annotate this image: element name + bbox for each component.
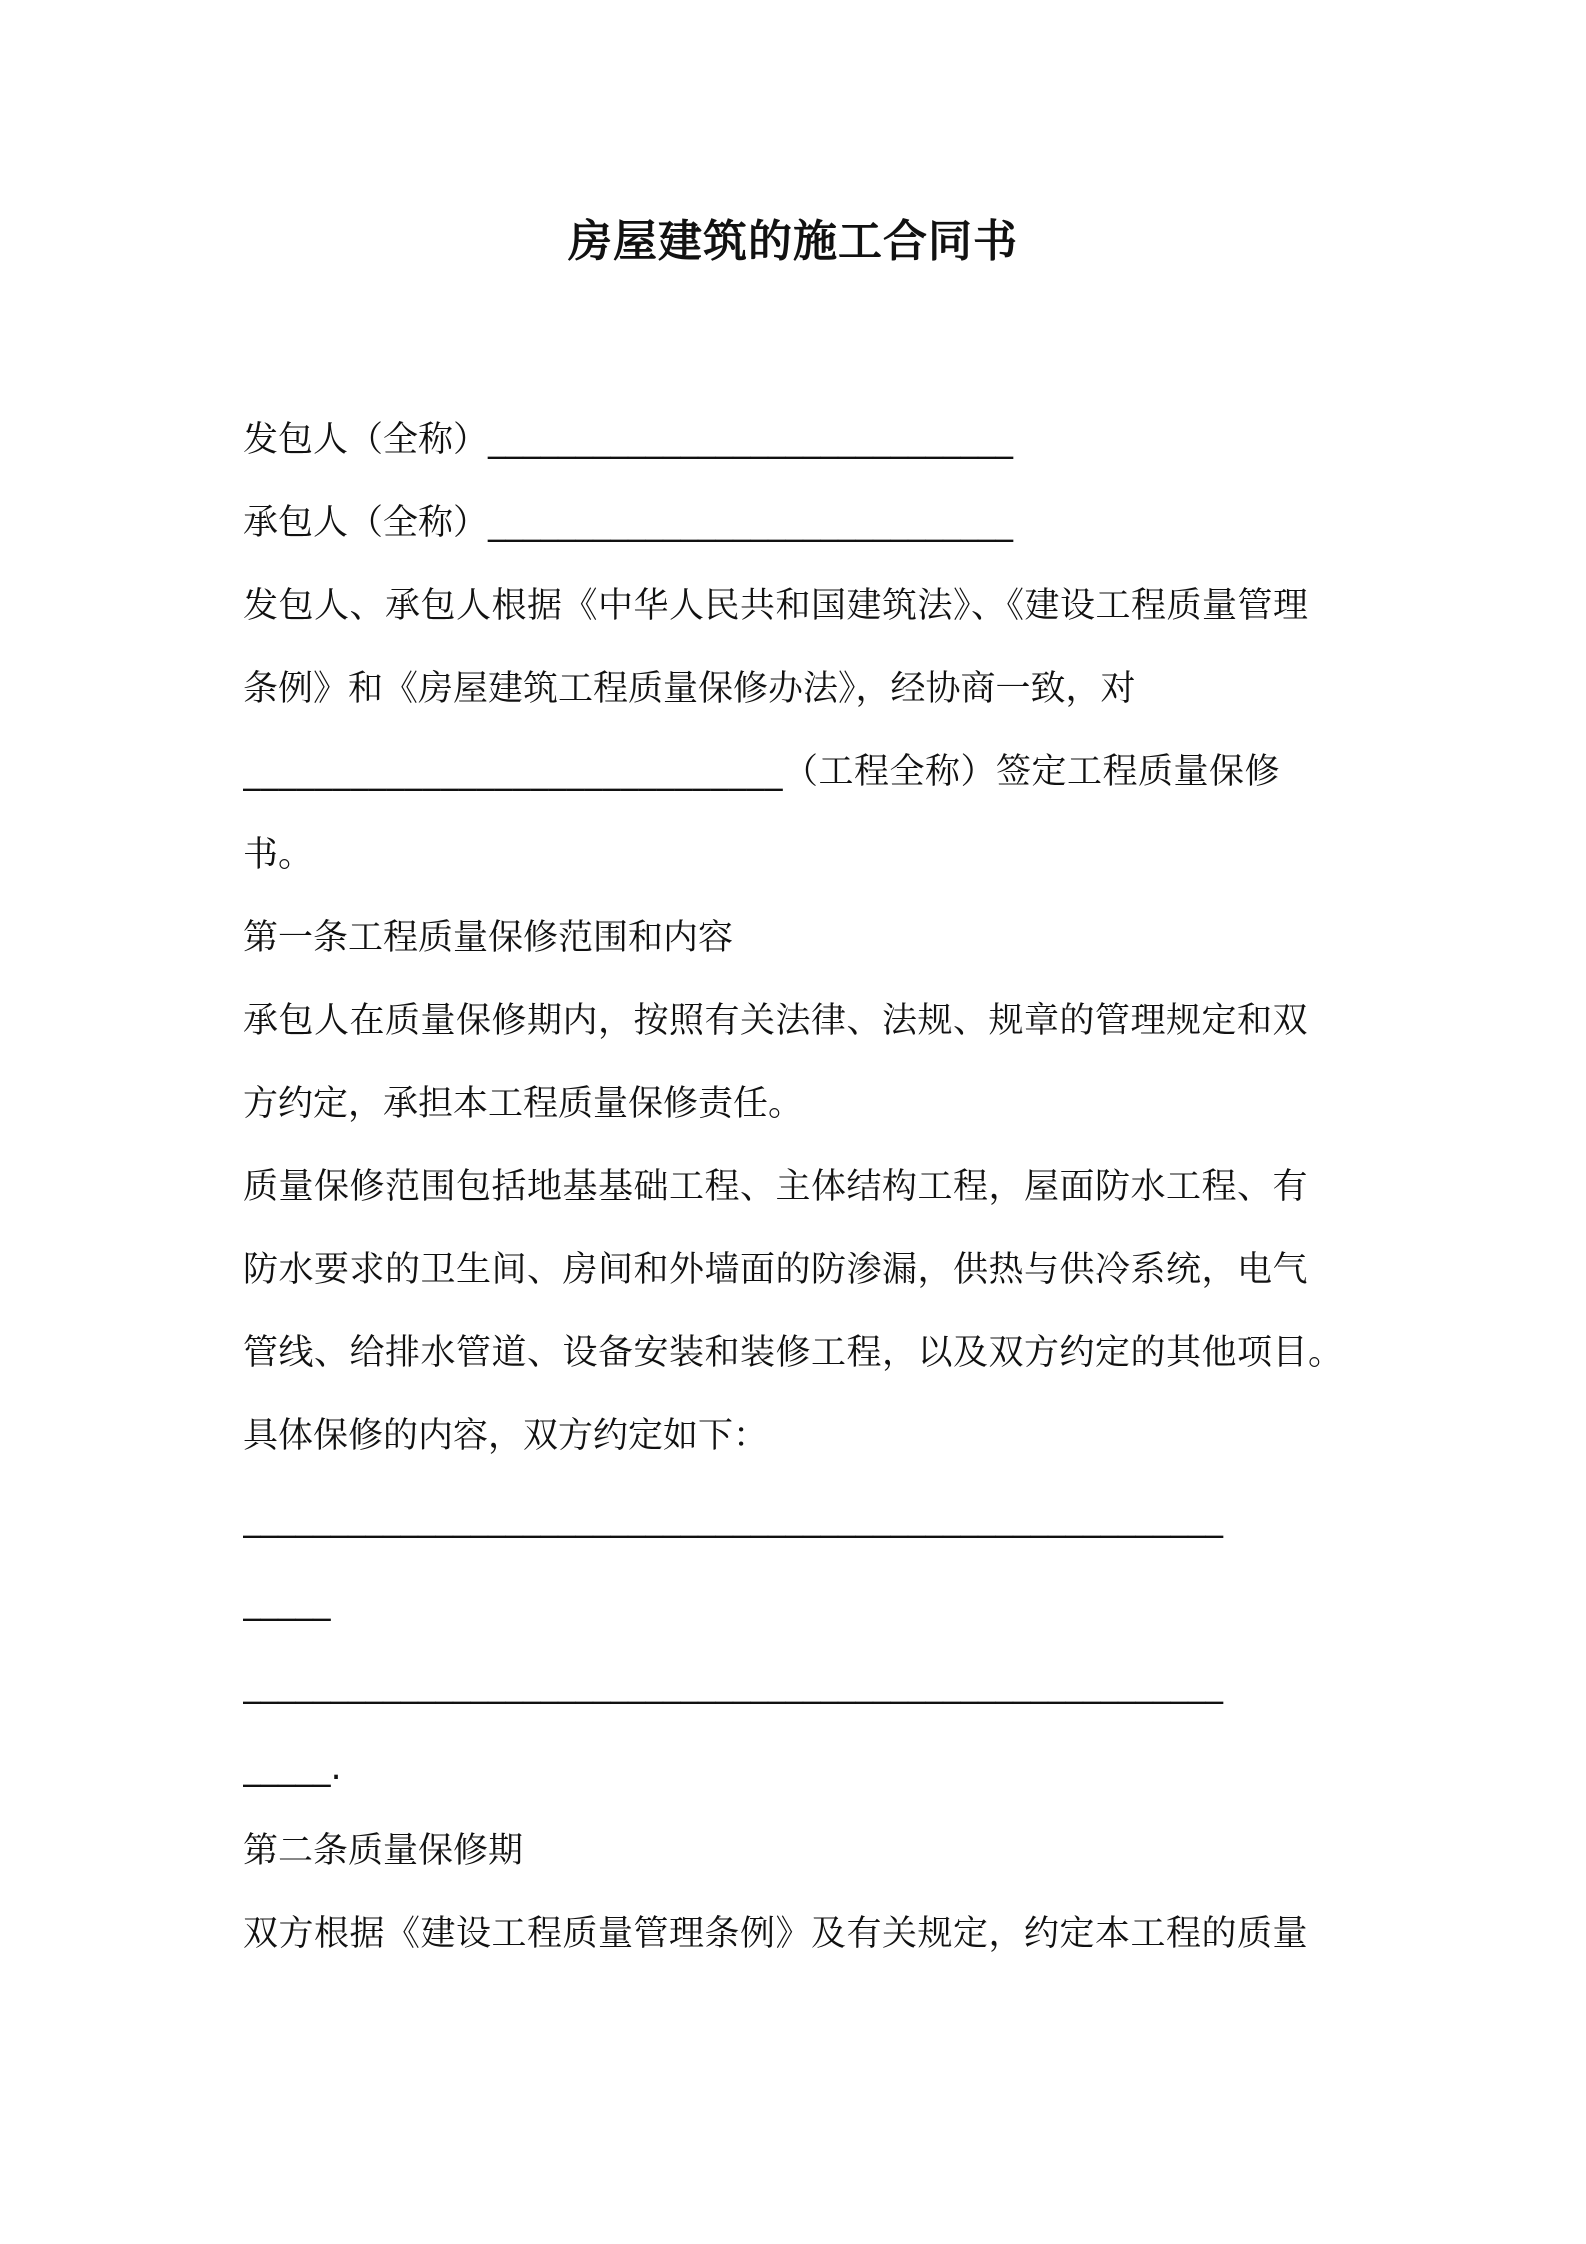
blank-line-1a: ________________________________________________________	[243, 1499, 1223, 1539]
article-1-heading: 第一条工程质量保修范围和内容	[243, 918, 734, 958]
document-title: 房屋建筑的施工合同书	[568, 216, 1018, 267]
article-1-details-line: 具体保修的内容，双方约定如下：	[243, 1416, 769, 1456]
contractor-name-line: 承包人（全称）______________________________	[243, 503, 1014, 543]
article-1-paragraph-2-line-2: 防水要求的卫生间、房间和外墙面的防渗漏，供热与供冷系统，电气	[243, 1250, 1309, 1290]
article-2-heading: 第二条质量保修期	[243, 1831, 524, 1871]
document-body	[243, 410, 1353, 1987]
preamble-line-2: 条例》和《房屋建筑工程质量保修办法》，经协商一致，对	[243, 669, 1136, 709]
article-1-paragraph-1-line-1: 承包人在质量保修期内，按照有关法律、法规、规章的管理规定和双	[243, 1001, 1309, 1041]
employer-name-line: 发包人（全称）______________________________	[243, 420, 1014, 460]
article-1-paragraph-2-line-1: 质量保修范围包括地基基础工程、主体结构工程，屋面防水工程、有	[243, 1167, 1309, 1207]
project-name-line: ______________________________（工程全称）签定工程质量保修	[243, 752, 1281, 792]
article-1-paragraph-2-line-3: 管线、给排水管道、设备安装和装修工程，以及双方约定的其他项目。	[243, 1333, 1344, 1373]
preamble-line-end: 书。	[243, 835, 314, 875]
preamble-line-1: 发包人、承包人根据《中华人民共和国建筑法》、《建设工程质量管理	[243, 586, 1309, 626]
blank-line-2b: _____.	[243, 1748, 342, 1788]
article-2-paragraph-line-1: 双方根据《建设工程质量管理条例》及有关规定，约定本工程的质量	[243, 1914, 1309, 1954]
blank-line-2a: ________________________________________________________	[243, 1665, 1223, 1705]
blank-line-1b: _____	[243, 1582, 331, 1622]
article-1-paragraph-1-line-2: 方约定，承担本工程质量保修责任。	[243, 1084, 804, 1124]
